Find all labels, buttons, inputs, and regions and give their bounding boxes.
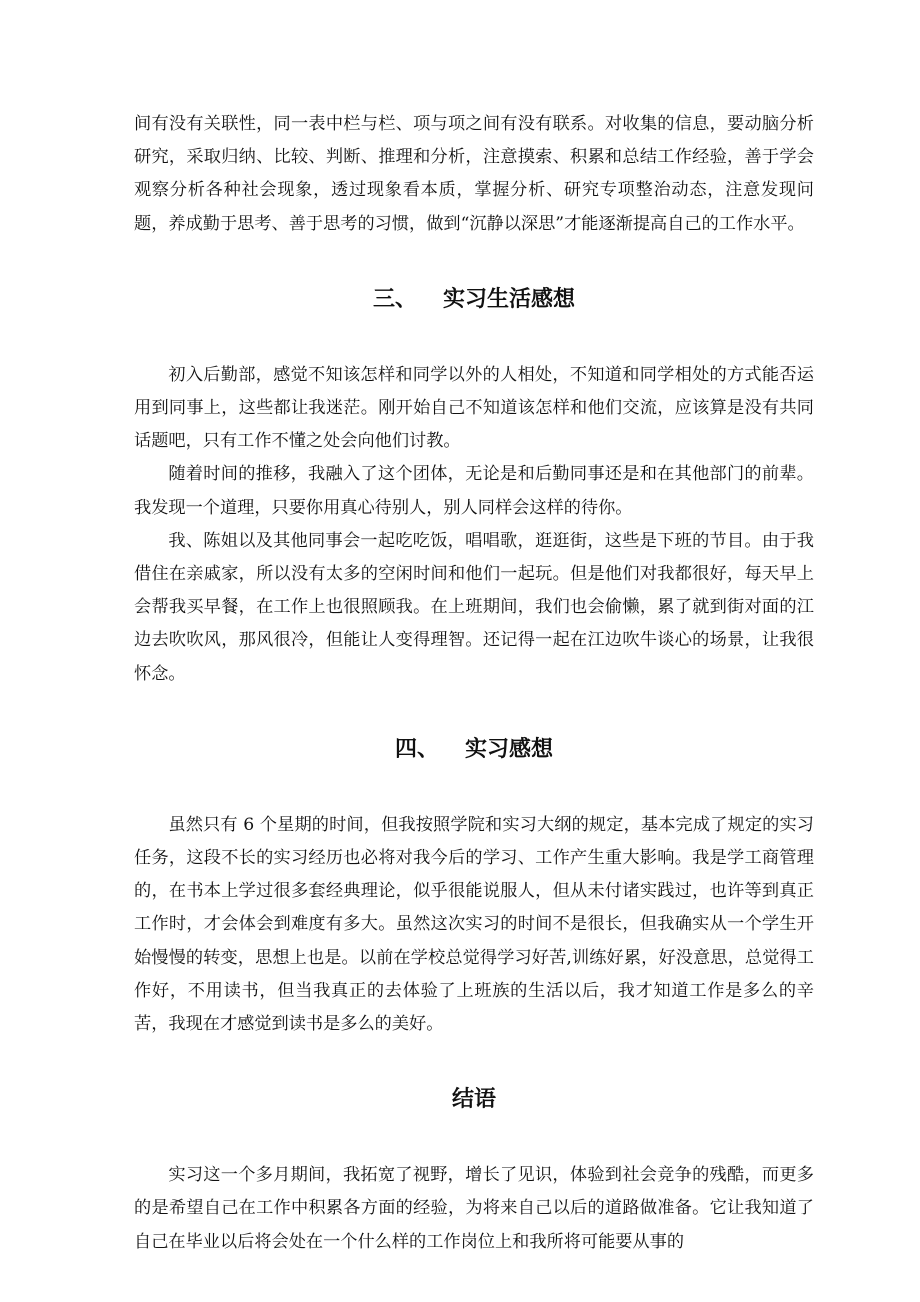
section-4-number: 四、: [394, 736, 439, 762]
section-3-paragraph-2: 随着时间的推移，我融入了这个团体，无论是和后勤同事还是和在其他部门的前辈。我发现一个道理，只要你用真心待别人，别人同样会这样的待你。: [134, 464, 814, 518]
section-4-paragraph-1: 虽然只有 6 个星期的时间，但我按照学院和实习大纲的规定，基本完成了规定的实习任务，这段不长的实习经历也必将对我今后的学习、工作产生重大影响。我是学工商管理的，在书本上学过很多套经典理论，似乎很能说服人，但从未付诸实践过，也许等到真正工作时，才会体会到难度有多大。虽然这次实习的时间不是很长，但我确实从一个学生开始慢慢的转变，思想上也是。以前在学校总觉得学习好苦,训练好累，好没意思，总觉得工作好，不用读书，但当我真正的去体验了上班族的生活以后，我才知道工作是多么的辛苦，我现在才感觉到读书是多么的美好。: [134, 814, 814, 1035]
section-3-number: 三、: [372, 286, 417, 312]
conclusion-paragraph-1: 实习这一个多月期间，我拓宽了视野，增长了见识，体验到社会竞争的残酷，而更多的是希望自己在工作中积累各方面的经验，为将来自己以后的道路做准备。它让我知道了自己在毕业以后将会处在一个什么样的工作岗位上和我所将可能要从事的: [134, 1165, 814, 1252]
section-4-title: 实习感想: [465, 736, 554, 762]
intro-paragraph: 间有没有关联性，同一表中栏与栏、项与项之间有没有联系。对收集的信息，要动脑分析研究，采取归纳、比较、判断、推理和分析，注意摸索、积累和总结工作经验，善于学会观察分析各种社会现象，透过现象看本质，掌握分析、研究专项整治动态，注意发现问题，养成勤于思考、善于思考的习惯，做到“沉静以深思”才能逐渐提高自己的工作水平。: [134, 114, 814, 234]
document-body: [134, 108, 814, 1259]
section-3-paragraph-3: 我、陈姐以及其他同事会一起吃吃饭，唱唱歌，逛逛街，这些是下班的节目。由于我借住在亲戚家，所以没有太多的空闲时间和他们一起玩。但是他们对我都很好，每天早上会帮我买早餐，在工作上也很照顾我。在上班期间，我们也会偷懒，累了就到街对面的江边去吹吹风，那风很冷，但能让人变得理智。还记得一起在江边吹牛谈心的场景，让我很怀念。: [134, 530, 814, 684]
section-4-heading: [134, 735, 814, 765]
section-3-paragraph-1: 初入后勤部，感觉不知该怎样和同学以外的人相处，不知道和同学相处的方式能否运用到同事上，这些都让我迷茫。刚开始自己不知道该怎样和他们交流，应该算是没有共同话题吧，只有工作不懂之处会向他们讨教。: [134, 364, 814, 452]
section-3-heading: [134, 285, 814, 315]
conclusion-heading: 结语: [451, 1087, 496, 1113]
section-3-title: 实习生活感想: [443, 286, 576, 312]
